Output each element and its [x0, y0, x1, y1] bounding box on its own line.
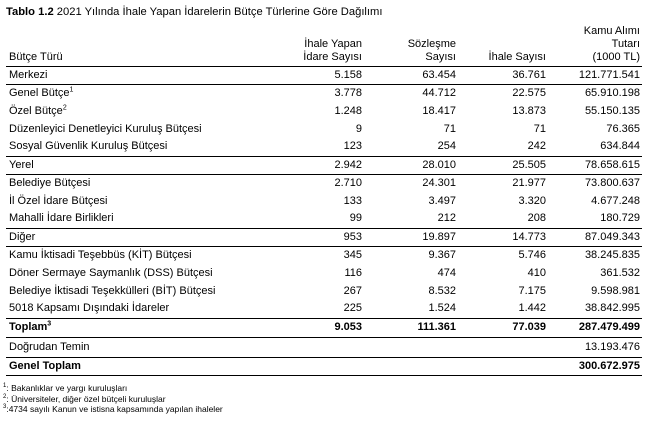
table-row	[6, 84, 642, 102]
cell-amount: 73.800.637	[548, 174, 642, 192]
cell-institutions: 225	[343, 302, 362, 315]
cell-tenders: 242	[527, 140, 546, 153]
footnote: $^3$:4734 sayılı Kanun ve istisna kapsamında yapılan ihaleler	[3, 404, 223, 414]
direct-procurement-amount: 13.193.476	[548, 338, 642, 358]
direct-procurement-label: Doğrudan Temin	[6, 338, 274, 358]
header-institution-count-line2: İdare Sayısı	[303, 50, 362, 63]
cell-amount: 121.771.541	[578, 68, 640, 81]
table-row	[6, 174, 642, 192]
header-contract-count-line2: Sayısı	[425, 50, 456, 63]
table-title	[6, 6, 382, 18]
cell-tenders: 13.873	[512, 104, 546, 117]
direct-procurement-row	[6, 338, 642, 358]
cell-amount: 38.245.835	[548, 246, 642, 264]
cell-institutions: 267	[343, 284, 362, 297]
table-number: Tablo 1.2	[6, 6, 54, 18]
header-contract-count-line1: Sözleşme	[407, 37, 456, 50]
cell-tenders: 21.977	[458, 174, 548, 192]
header-institution-count	[274, 20, 364, 66]
header-procurement-amount-line2: Tutarı	[611, 37, 640, 50]
row-label: Kamu İktisadi Teşebbüs (KİT) Bütçesi	[6, 246, 274, 264]
total-institutions: 9.053	[274, 318, 364, 338]
footnote: $^1$: Bakanlıklar ve yargı kuruluşları	[3, 383, 128, 393]
cell-amount: 87.049.343	[548, 228, 642, 246]
table-row	[6, 282, 642, 300]
grand-total-label: Genel Toplam	[6, 357, 274, 375]
table-row	[6, 138, 642, 156]
cell-tenders: 71	[533, 122, 546, 135]
cell-tenders: 14.773	[458, 228, 548, 246]
grand-total-amount: 300.672.975	[548, 357, 642, 375]
row-label: Diğer	[6, 228, 274, 246]
cell-institutions: 2.942	[274, 156, 364, 174]
total-row	[6, 318, 642, 338]
header-procurement-amount-line3: (1000 TL)	[592, 50, 640, 63]
row-label: Sosyal Güvenlik Kuruluş Bütçesi	[9, 140, 168, 153]
total-label: Toplam$^3$	[6, 318, 274, 338]
cell-contracts: 254	[437, 140, 456, 153]
cell-contracts: 18.417	[422, 104, 456, 117]
table-row	[6, 66, 642, 84]
cell-tenders: 1.442	[518, 302, 546, 315]
footnotes	[3, 383, 223, 415]
cell-amount: 76.365	[606, 122, 640, 135]
footnote-marker: 3	[47, 320, 52, 328]
cell-contracts: 212	[437, 212, 456, 225]
cell-institutions: 3.778	[274, 84, 364, 102]
cell-amount: 180.729	[600, 212, 640, 225]
cell-tenders: 36.761	[512, 68, 546, 81]
row-label: Düzenleyici Denetleyici Kuruluş Bütçesi	[9, 122, 202, 135]
cell-amount: 361.532	[600, 266, 640, 279]
header-tender-count: İhale Sayısı	[458, 20, 548, 66]
cell-institutions: 2.710	[274, 174, 364, 192]
cell-institutions: 123	[343, 140, 362, 153]
cell-amount: 55.150.135	[584, 104, 640, 117]
cell-institutions: 5.158	[334, 68, 362, 81]
cell-amount: 9.598.981	[591, 284, 640, 297]
header-procurement-amount	[548, 20, 642, 66]
cell-contracts: 9.367	[364, 246, 458, 264]
cell-contracts: 19.897	[364, 228, 458, 246]
row-label: Belediye Bütçesi	[6, 174, 274, 192]
footnote-marker: 2	[62, 103, 67, 111]
cell-institutions: 99	[349, 212, 362, 225]
cell-contracts: 474	[437, 266, 456, 279]
row-label: Genel Bütçe$^1$	[6, 84, 274, 102]
cell-contracts: 24.301	[364, 174, 458, 192]
header-budget-type: Bütçe Türü	[6, 20, 274, 66]
cell-tenders: 25.505	[458, 156, 548, 174]
cell-institutions: 345	[274, 246, 364, 264]
total-amount: 287.479.499	[548, 318, 642, 338]
table-row	[6, 264, 642, 282]
cell-amount: 78.658.615	[548, 156, 642, 174]
cell-amount: 634.844	[600, 140, 640, 153]
table-row	[6, 120, 642, 138]
cell-contracts: 3.497	[428, 194, 456, 207]
table-row	[6, 192, 642, 210]
table-row	[6, 228, 642, 246]
cell-institutions: 133	[343, 194, 362, 207]
row-label: Özel Bütçe$^2$	[9, 103, 67, 117]
header-row	[6, 20, 642, 66]
cell-contracts: 44.712	[364, 84, 458, 102]
row-label: Mahalli İdare Birlikleri	[9, 212, 114, 225]
table-title-text: 2021 Yılında İhale Yapan İdarelerin Bütçe Türlerine Göre Dağılımı	[56, 6, 383, 18]
total-contracts: 111.361	[364, 318, 458, 338]
cell-tenders: 5.746	[458, 246, 548, 264]
footnote: $^2$: Üniversiteler, diğer özel bütçeli kuruluşlar	[3, 393, 166, 404]
row-label: Döner Sermaye Saymanlık (DSS) Bütçesi	[9, 266, 213, 279]
footnote-marker: 1	[69, 86, 74, 94]
row-label: Yerel	[6, 156, 274, 174]
table-row	[6, 300, 642, 318]
budget-table	[6, 20, 642, 376]
row-label: 5018 Kapsamı Dışındaki İdareler	[9, 302, 170, 315]
table-row	[6, 210, 642, 228]
cell-institutions: 9	[355, 122, 362, 135]
cell-tenders: 3.320	[518, 194, 546, 207]
table-row	[6, 102, 642, 120]
cell-institutions: 116	[344, 266, 362, 279]
cell-contracts: 28.010	[364, 156, 458, 174]
cell-institutions: 1.248	[334, 104, 362, 117]
cell-institutions: 953	[274, 228, 364, 246]
cell-amount: 65.910.198	[548, 84, 642, 102]
total-tenders: 77.039	[458, 318, 548, 338]
header-contract-count	[364, 20, 458, 66]
cell-tenders: 22.575	[458, 84, 548, 102]
header-procurement-amount-line1: Kamu Alımı	[583, 24, 640, 37]
table-row	[6, 246, 642, 264]
header-institution-count-line1: İhale Yapan	[304, 37, 362, 50]
grand-total-row	[6, 357, 642, 375]
row-label: İl Özel İdare Bütçesi	[9, 194, 108, 207]
cell-tenders: 7.175	[518, 284, 546, 297]
table-row	[6, 156, 642, 174]
cell-tenders: 410	[527, 266, 546, 279]
cell-tenders: 208	[527, 212, 546, 225]
row-label: Merkezi	[9, 68, 48, 81]
cell-contracts: 8.532	[428, 284, 456, 297]
cell-amount: 4.677.248	[591, 194, 640, 207]
cell-amount: 38.842.995	[584, 302, 640, 315]
cell-contracts: 71	[443, 122, 456, 135]
cell-contracts: 63.454	[422, 68, 456, 81]
row-label: Belediye İktisadi Teşekkülleri (BİT) Bütçesi	[9, 284, 216, 297]
cell-contracts: 1.524	[428, 302, 456, 315]
